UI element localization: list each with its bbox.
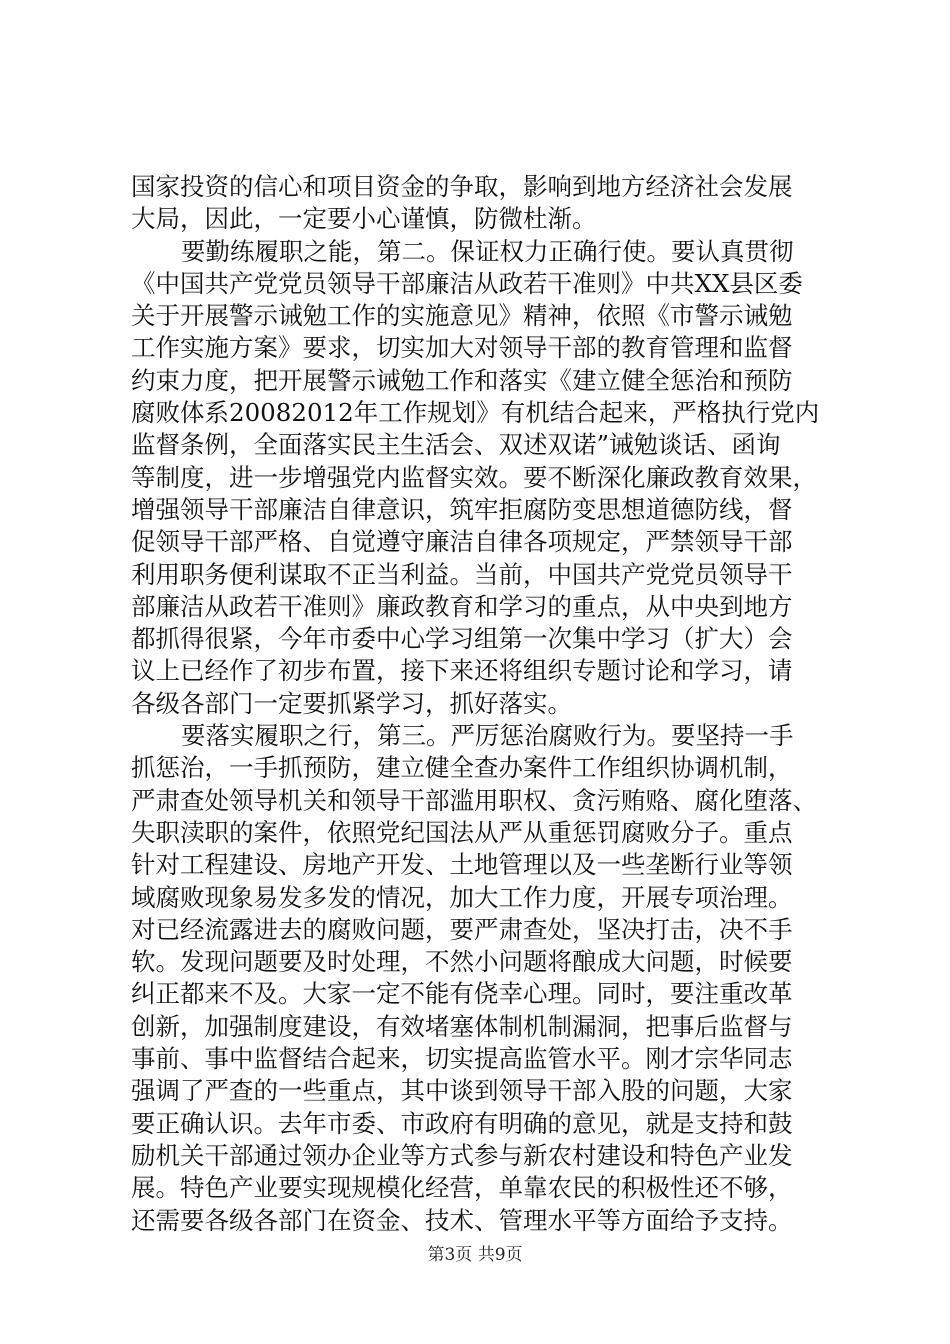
text-line: 议上已经作了初步布置，接下来还将组织专题讨论和学习，请 xyxy=(131,656,793,686)
text-line: 《中国共产党党员领导干部廉洁从政若干准则》中共XX县区委 xyxy=(131,268,803,298)
text-line: 约束力度，把开展警示诫勉工作和落实《建立健全惩治和预防 xyxy=(131,365,793,395)
text-line: 增强领导干部廉洁自律意识，筑牢拒腐防变思想道德防线，督 xyxy=(131,494,793,524)
text-line: 软。发现问题要及时处理，不然小问题将酿成大问题，时候要 xyxy=(131,947,793,977)
paragraph-start-line: 要落实履职之行，第三。严厉惩治腐败行为。要坚持一手 xyxy=(181,721,794,751)
text-line: 创新，加强制度建设，有效堵塞体制机制漏洞，把事后监督与 xyxy=(131,1011,793,1041)
text-line: 利用职务便利谋取不正当利益。当前，中国共产党党员领导干 xyxy=(131,559,793,589)
text-line: 国家投资的信心和项目资金的争取，影响到地方经济社会发展 xyxy=(131,172,793,201)
text-line: 还需要各级各部门在资金、技术、管理水平等方面给予支持。 xyxy=(131,1205,793,1235)
text-line: 要正确认识。去年市委、市政府有明确的意见，就是支持和鼓 xyxy=(131,1108,793,1138)
text-line: 关于开展警示诫勉工作的实施意见》精神，依照《市警示诫勉 xyxy=(131,301,793,331)
text-line: 各级各部门一定要抓紧学习，抓好落实。 xyxy=(131,688,572,718)
paragraph-start-line: 要勤练履职之能，第二。保证权力正确行使。要认真贯彻 xyxy=(181,236,794,266)
text-line: 等制度，进一步增强党内监督实效。要不断深化廉政教育效果， xyxy=(131,462,817,492)
text-line: 严肃查处领导机关和领导干部滥用职权、贪污贿赂、腐化堕落、 xyxy=(131,785,817,815)
text-line: 事前、事中监督结合起来，切实提高监管水平。刚才宗华同志 xyxy=(131,1044,793,1074)
text-line: 励机关干部通过领办企业等方式参与新农村建设和特色产业发 xyxy=(131,1140,793,1170)
text-line: 监督条例，全面落实民主生活会、双述双诺”诫勉谈话、函询 xyxy=(131,430,781,460)
page-number-footer: 第3页 共9页 xyxy=(427,1245,523,1265)
text-line: 腐败体系20082012年工作规划》有机结合起来，严格执行党内 xyxy=(131,398,820,428)
text-line: 部廉洁从政若干准则》廉政教育和学习的重点，从中央到地方 xyxy=(131,591,793,621)
text-line: 工作实施方案》要求，切实加大对领导干部的教育管理和监督 xyxy=(131,333,793,363)
text-line: 大局，因此，一定要小心谨慎，防微杜渐。 xyxy=(131,204,597,234)
text-line: 对已经流露进去的腐败问题，要严肃查处，坚决打击，决不手 xyxy=(131,914,793,944)
text-line: 都抓得很紧，今年市委中心学习组第一次集中学习（扩大）会 xyxy=(131,624,793,654)
document-body xyxy=(131,171,831,1237)
text-line: 纠正都来不及。大家一定不能有侥幸心理。同时，要注重改革 xyxy=(131,979,793,1009)
text-line: 域腐败现象易发多发的情况，加大工作力度，开展专项治理。 xyxy=(131,882,793,912)
text-line: 失职渎职的案件，依照党纪国法从严从重惩罚腐败分子。重点 xyxy=(131,817,793,847)
text-line: 促领导干部严格、自觉遵守廉洁自律各项规定，严禁领导干部 xyxy=(131,527,793,557)
text-line: 强调了严查的一些重点，其中谈到领导干部入股的问题，大家 xyxy=(131,1076,793,1106)
text-line: 展。特色产业要实现规模化经营，单靠农民的积极性还不够， xyxy=(131,1173,793,1203)
text-line: 针对工程建设、房地产开发、土地管理以及一些垄断行业等领 xyxy=(131,850,793,880)
text-line: 抓惩治，一手抓预防，建立健全查办案件工作组织协调机制， xyxy=(131,753,793,783)
